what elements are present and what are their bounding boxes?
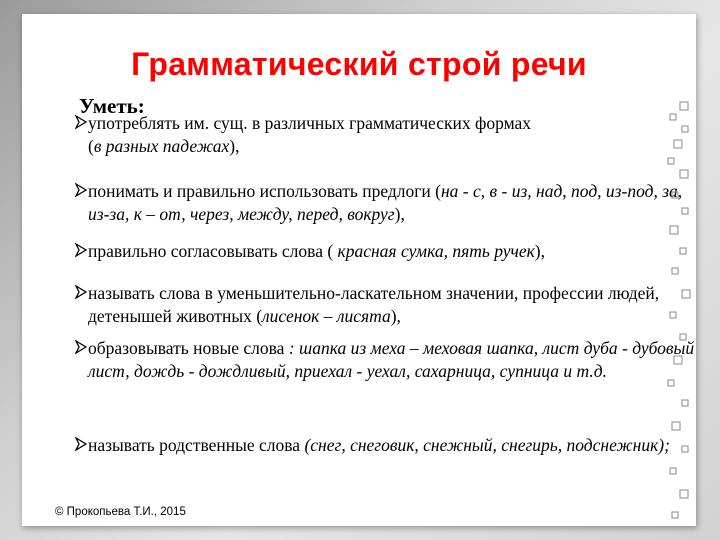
arrow-bullet-icon [75,340,87,354]
bullet-text [88,112,695,158]
bullet-item [75,240,695,263]
italic-example-text: в разных падежах [93,136,230,156]
italic-example-text: красная сумка, пять ручек [337,241,535,261]
arrow-bullet-icon [75,115,87,129]
bullet-item [75,180,695,226]
plain-text: образовывать новые слова [88,338,289,358]
bullet-text [88,282,695,328]
arrow-bullet-icon [75,243,87,257]
plain-text: понимать и правильно использовать предлоги ( [88,181,441,201]
italic-example-text: (снег, снеговик, снежный, снегирь, подснежник); [304,435,670,455]
plain-text: ( [88,136,94,156]
arrow-bullet-icon [75,285,87,299]
bullet-item [75,434,695,457]
bullet-text [88,337,695,383]
slide [22,14,696,526]
plain-text: ), [390,306,401,326]
italic-example-text: на - с, в - из, над, под, из-под, за, из-за, к – от, через, между, перед, вокруг [88,181,683,224]
arrow-bullet-icon [75,437,87,451]
bullet-list [22,14,696,526]
bullet-item [75,282,695,328]
bullet-item [75,337,695,383]
slide-title: Грамматический строй речи [131,46,587,82]
bullet-item [75,112,695,158]
plain-text: ), [229,136,240,156]
italic-example-text: лисенок – лисята [262,306,391,326]
slide-subtitle: Уметь: [79,94,145,118]
copyright-footer: © Прокопьева Т.И., 2015 [55,506,186,518]
arrow-bullet-icon [75,183,87,197]
italic-example-text: : шапка из меха – меховая шапка, лист дуба - дубовый лист, дождь - дождливый, приехал - уехал, сахарница, супница и т.д. [88,338,695,381]
plain-text: ), [394,204,405,224]
plain-text: употреблять им. сущ. в различных грамматических формах [88,113,532,133]
bullet-text [88,434,695,457]
plain-text: правильно согласовывать слова ( [88,241,338,261]
plain-text: ), [534,241,545,261]
plain-text: называть слова в уменьшительно-ласкательном значении, профессии людей, детенышей животных ( [88,283,660,326]
bullet-text [88,240,695,263]
bullet-text [88,180,695,226]
square-pattern-icon [666,100,692,532]
plain-text: называть родственные слова [88,435,305,455]
